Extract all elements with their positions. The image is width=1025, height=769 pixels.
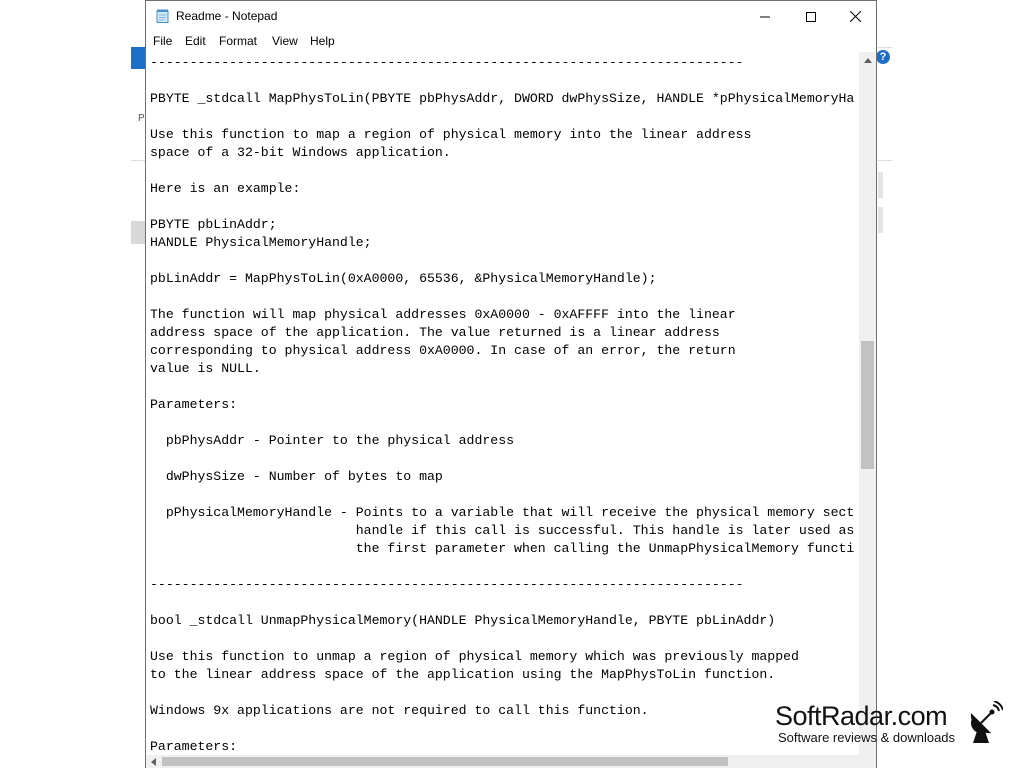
- vertical-scroll-thumb[interactable]: [861, 341, 874, 469]
- notepad-icon: [156, 9, 169, 23]
- horizontal-scroll-thumb[interactable]: [162, 757, 728, 766]
- softradar-watermark: [775, 701, 1005, 751]
- title-bar[interactable]: [146, 1, 876, 32]
- background-text-fragment: P: [138, 113, 145, 124]
- window-title: Readme - Notepad: [176, 9, 278, 23]
- scroll-left-icon: [151, 758, 156, 766]
- watermark-tagline: Software reviews & downloads: [778, 730, 956, 745]
- minimize-button[interactable]: [742, 1, 788, 32]
- background-panel-fragment-right-2: [878, 207, 883, 233]
- minimize-icon: [760, 12, 770, 22]
- horizontal-scrollbar[interactable]: [146, 755, 859, 768]
- background-panel-fragment-right: [878, 172, 883, 198]
- scroll-left-button[interactable]: [146, 755, 160, 768]
- watermark-name: SoftRadar.com: [775, 701, 948, 731]
- maximize-icon: [806, 12, 816, 22]
- text-editor[interactable]: [146, 52, 859, 755]
- satellite-dish-icon: [967, 701, 1003, 743]
- menu-view[interactable]: View: [272, 34, 298, 48]
- background-help-icon: ?: [876, 50, 890, 64]
- close-button[interactable]: [832, 1, 878, 32]
- vertical-scrollbar[interactable]: [859, 52, 876, 755]
- menu-edit[interactable]: Edit: [185, 34, 206, 48]
- menu-bar: [146, 32, 876, 52]
- maximize-button[interactable]: [788, 1, 834, 32]
- notepad-window: [145, 0, 877, 768]
- scrollbar-corner: [859, 755, 876, 768]
- scroll-up-icon: [864, 58, 872, 63]
- scroll-up-button[interactable]: [859, 52, 876, 69]
- document-text[interactable]: --------------------------------------------------------------------------- PBYTE _stdcall MapPhysToLin(PBYTE pbPhysAddr, DWORD dwPhysSize, HANDLE *pPhysicalMemoryHa Use this function to map a region of physical memory into the linear address space of a 32-bit Windows application. Here is an example: PBYTE pbLinAddr; HANDLE PhysicalMemoryHandle; pbLinAddr = MapPhysToLin(0xA0000, 65536, &PhysicalMemoryHandle); The function will map physical addresses 0xA0000 - 0xAFFFF into the linear address space of the application. The value returned is a linear address corresponding to physical address 0xA0000. In case of an error, the return value is NULL. Parameters: pbPhysAddr - Pointer to the physical address dwPhysSize - Number of bytes to map pPhysicalMemoryHandle - Points to a variable that will receive the physical memory sect handle if this call is successful. This handle is later used as the first parameter when calling the UnmapPhysicalMemory functi --------------------------------------------------------------------------- bool _stdcall UnmapPhysicalMemory(HANDLE PhysicalMemoryHandle, PBYTE pbLinAddr) Use this function to unmap a region of physical memory which was previously mapped to the linear address space of the application using the MapPhysToLin function. Windows 9x applications are not required to call this function. Parameters:: [150, 55, 855, 754]
- background-divider-right: [878, 160, 892, 161]
- menu-file[interactable]: File: [153, 34, 173, 48]
- menu-help[interactable]: Help: [310, 34, 335, 48]
- close-icon: [850, 11, 861, 22]
- menu-format[interactable]: Format: [219, 34, 258, 48]
